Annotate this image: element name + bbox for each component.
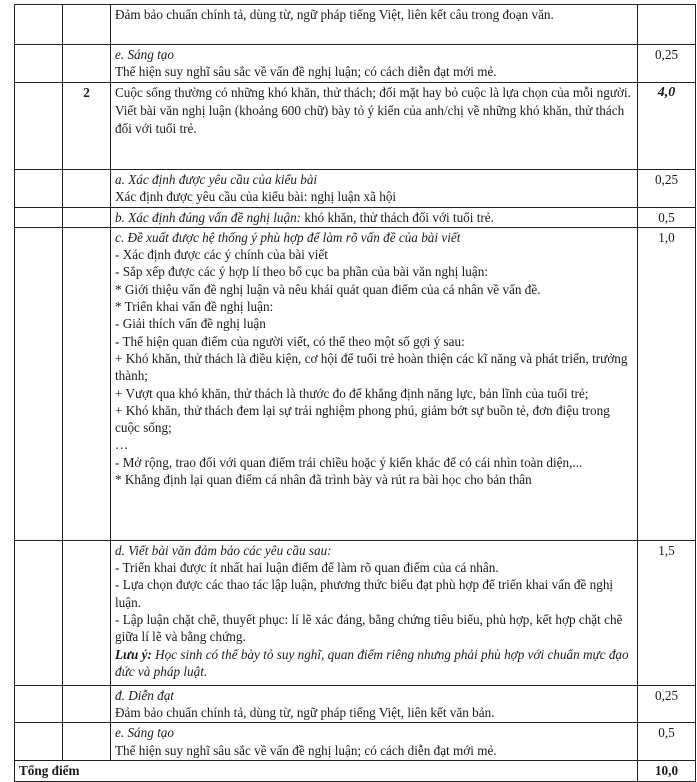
question-prompt [111,83,638,170]
note [115,646,633,681]
list-item: - Sắp xếp được các ý hợp lí theo bố cục ba phần của bài văn nghị luận: [115,264,489,280]
list-item: * Giới thiệu vấn đề nghị luận và nêu khái quát quan điểm của cá nhân về vấn đề. [115,281,541,297]
criteria-title: e. Sáng tạo [115,47,174,62]
list-item: * Triển khai vấn đề nghị luận: [115,299,274,315]
criteria-title: d. Viết bài văn đảm bảo các yêu cầu sau: [115,542,332,558]
table-row [15,227,696,540]
total-score: 10,0 [638,761,696,781]
list-item: … [115,437,129,453]
score-cell [638,540,696,685]
score-value: 1,5 [658,542,675,558]
criteria-text: Đảm bảo chuẩn chính tả, dùng từ, ngữ pháp tiếng Việt, liên kết câu trong đoạn văn. [115,7,554,22]
list-item: - Giải thích vấn đề nghị luận [115,316,266,332]
criteria-text: Đảm bảo chuẩn chính tả, dùng từ, ngữ pháp tiếng Việt, liên kết văn bản. [115,705,495,721]
list-item: - Triển khai được ít nhất hai luận điểm để làm rõ quan điểm của cá nhân. [115,560,499,576]
criteria-title: a. Xác định được yêu cầu của kiểu bài [115,172,318,187]
score-cell [638,723,696,761]
score-cell [638,83,696,170]
table-row [15,83,696,170]
criteria-text: khó khăn, thử thách đối với tuổi trẻ. [301,209,494,225]
table-row [15,170,696,208]
total-row [15,761,696,781]
prompt-text: Viết bài văn nghị luận (khoảng 600 chữ) bày tỏ ý kiến của anh/chị về những khó khăn, thử thách đối với tuổi trẻ. [115,103,625,136]
criteria-title: b. Xác định đúng vấn đề nghị luận: [115,209,302,225]
criteria-cell [111,207,638,227]
criteria-text: Xác định được yêu cầu của kiểu bài: nghị luận xã hội [115,189,397,205]
criteria-cell [111,5,638,45]
list-item: * Khẳng định lại quan điểm cá nhân đã trình bày và rút ra bài học cho bản thân [115,472,532,488]
scoring-table [14,4,696,782]
criteria-cell [111,685,638,723]
note-label: Lưu ý: [115,646,152,662]
list-item: - Thể hiện quan điểm của người viết, có thể theo một số gợi ý sau: [115,333,465,349]
list-item: - Lập luận chặt chẽ, thuyết phục: lí lẽ xác đáng, bằng chứng tiêu biểu, phù hợp, kết hợp chặt chẽ giữa lí lẽ và bằng chứng. [115,612,623,645]
table-row [15,45,696,83]
criteria-cell [111,45,638,83]
score-value: 0,25 [654,172,679,187]
criteria-cell [111,723,638,761]
criteria-title: e. Sáng tạo [115,725,174,741]
list-item: + Khó khăn, thử thách đem lại sự trải nghiệm phong phú, giảm bớt sự buồn tẻ, đơn điệu trong cuộc sống; [115,402,610,436]
score-cell [638,170,696,208]
criteria-title: c. Đề xuất được hệ thống ý phù hợp để làm rõ vấn đề của bài viết [115,229,461,245]
table-row [15,207,696,227]
score-value: 0,25 [654,687,679,703]
score-cell [638,685,696,723]
score-cell [638,45,696,83]
list-item: + Vượt qua khó khăn, thử thách là thước đo để khẳng định năng lực, bản lĩnh của tuổi trẻ; [115,385,589,401]
list-item: - Lựa chọn được các thao tác lập luận, phương thức biểu đạt phù hợp để triển khai vấn đề nghị luận. [115,577,614,610]
score-cell [638,207,696,227]
table-row [15,685,696,723]
score-value: 0,5 [658,725,675,741]
score-value: 4,0 [657,85,676,100]
table-row [15,723,696,761]
criteria-text: Thể hiện suy nghĩ sâu sắc về vấn đề nghị luận; có cách diễn đạt mới mẻ. [115,64,497,80]
list-item: - Xác định được các ý chính của bài viết [115,247,328,263]
criteria-cell [111,540,638,685]
note-text: Học sinh có thể bày tỏ suy nghĩ, quan điểm riêng nhưng phải phù hợp với chuẩn mực đạo đức và pháp luật. [115,646,629,679]
score-cell [638,227,696,540]
list-item: - Mở rộng, trao đổi với quan điểm trái chiều hoặc ý kiến khác để có cái nhìn toàn diện,... [115,454,583,470]
criteria-cell [111,227,638,540]
score-value: 0,5 [658,209,675,225]
prompt-text: Cuộc sống thường có những khó khăn, thử thách; đối mặt hay bỏ cuộc là lựa chọn của mỗi người. [115,85,631,100]
score-value: 0,25 [654,47,679,62]
list-item: + Khó khăn, thử thách là điều kiện, cơ hội để tuổi trẻ hoàn thiện các kĩ năng và phát triển, trưởng thành; [115,350,628,384]
score-value: 1,0 [658,229,675,245]
criteria-cell [111,170,638,208]
table-row [15,5,696,45]
total-label: Tổng điểm [15,761,638,781]
criteria-text: Thể hiện suy nghĩ sâu sắc về vấn đề nghị luận; có cách diễn đạt mới mẻ. [115,742,497,758]
criteria-title: đ. Diễn đạt [115,687,174,703]
question-number: 2 [63,83,111,170]
table-row [15,540,696,685]
